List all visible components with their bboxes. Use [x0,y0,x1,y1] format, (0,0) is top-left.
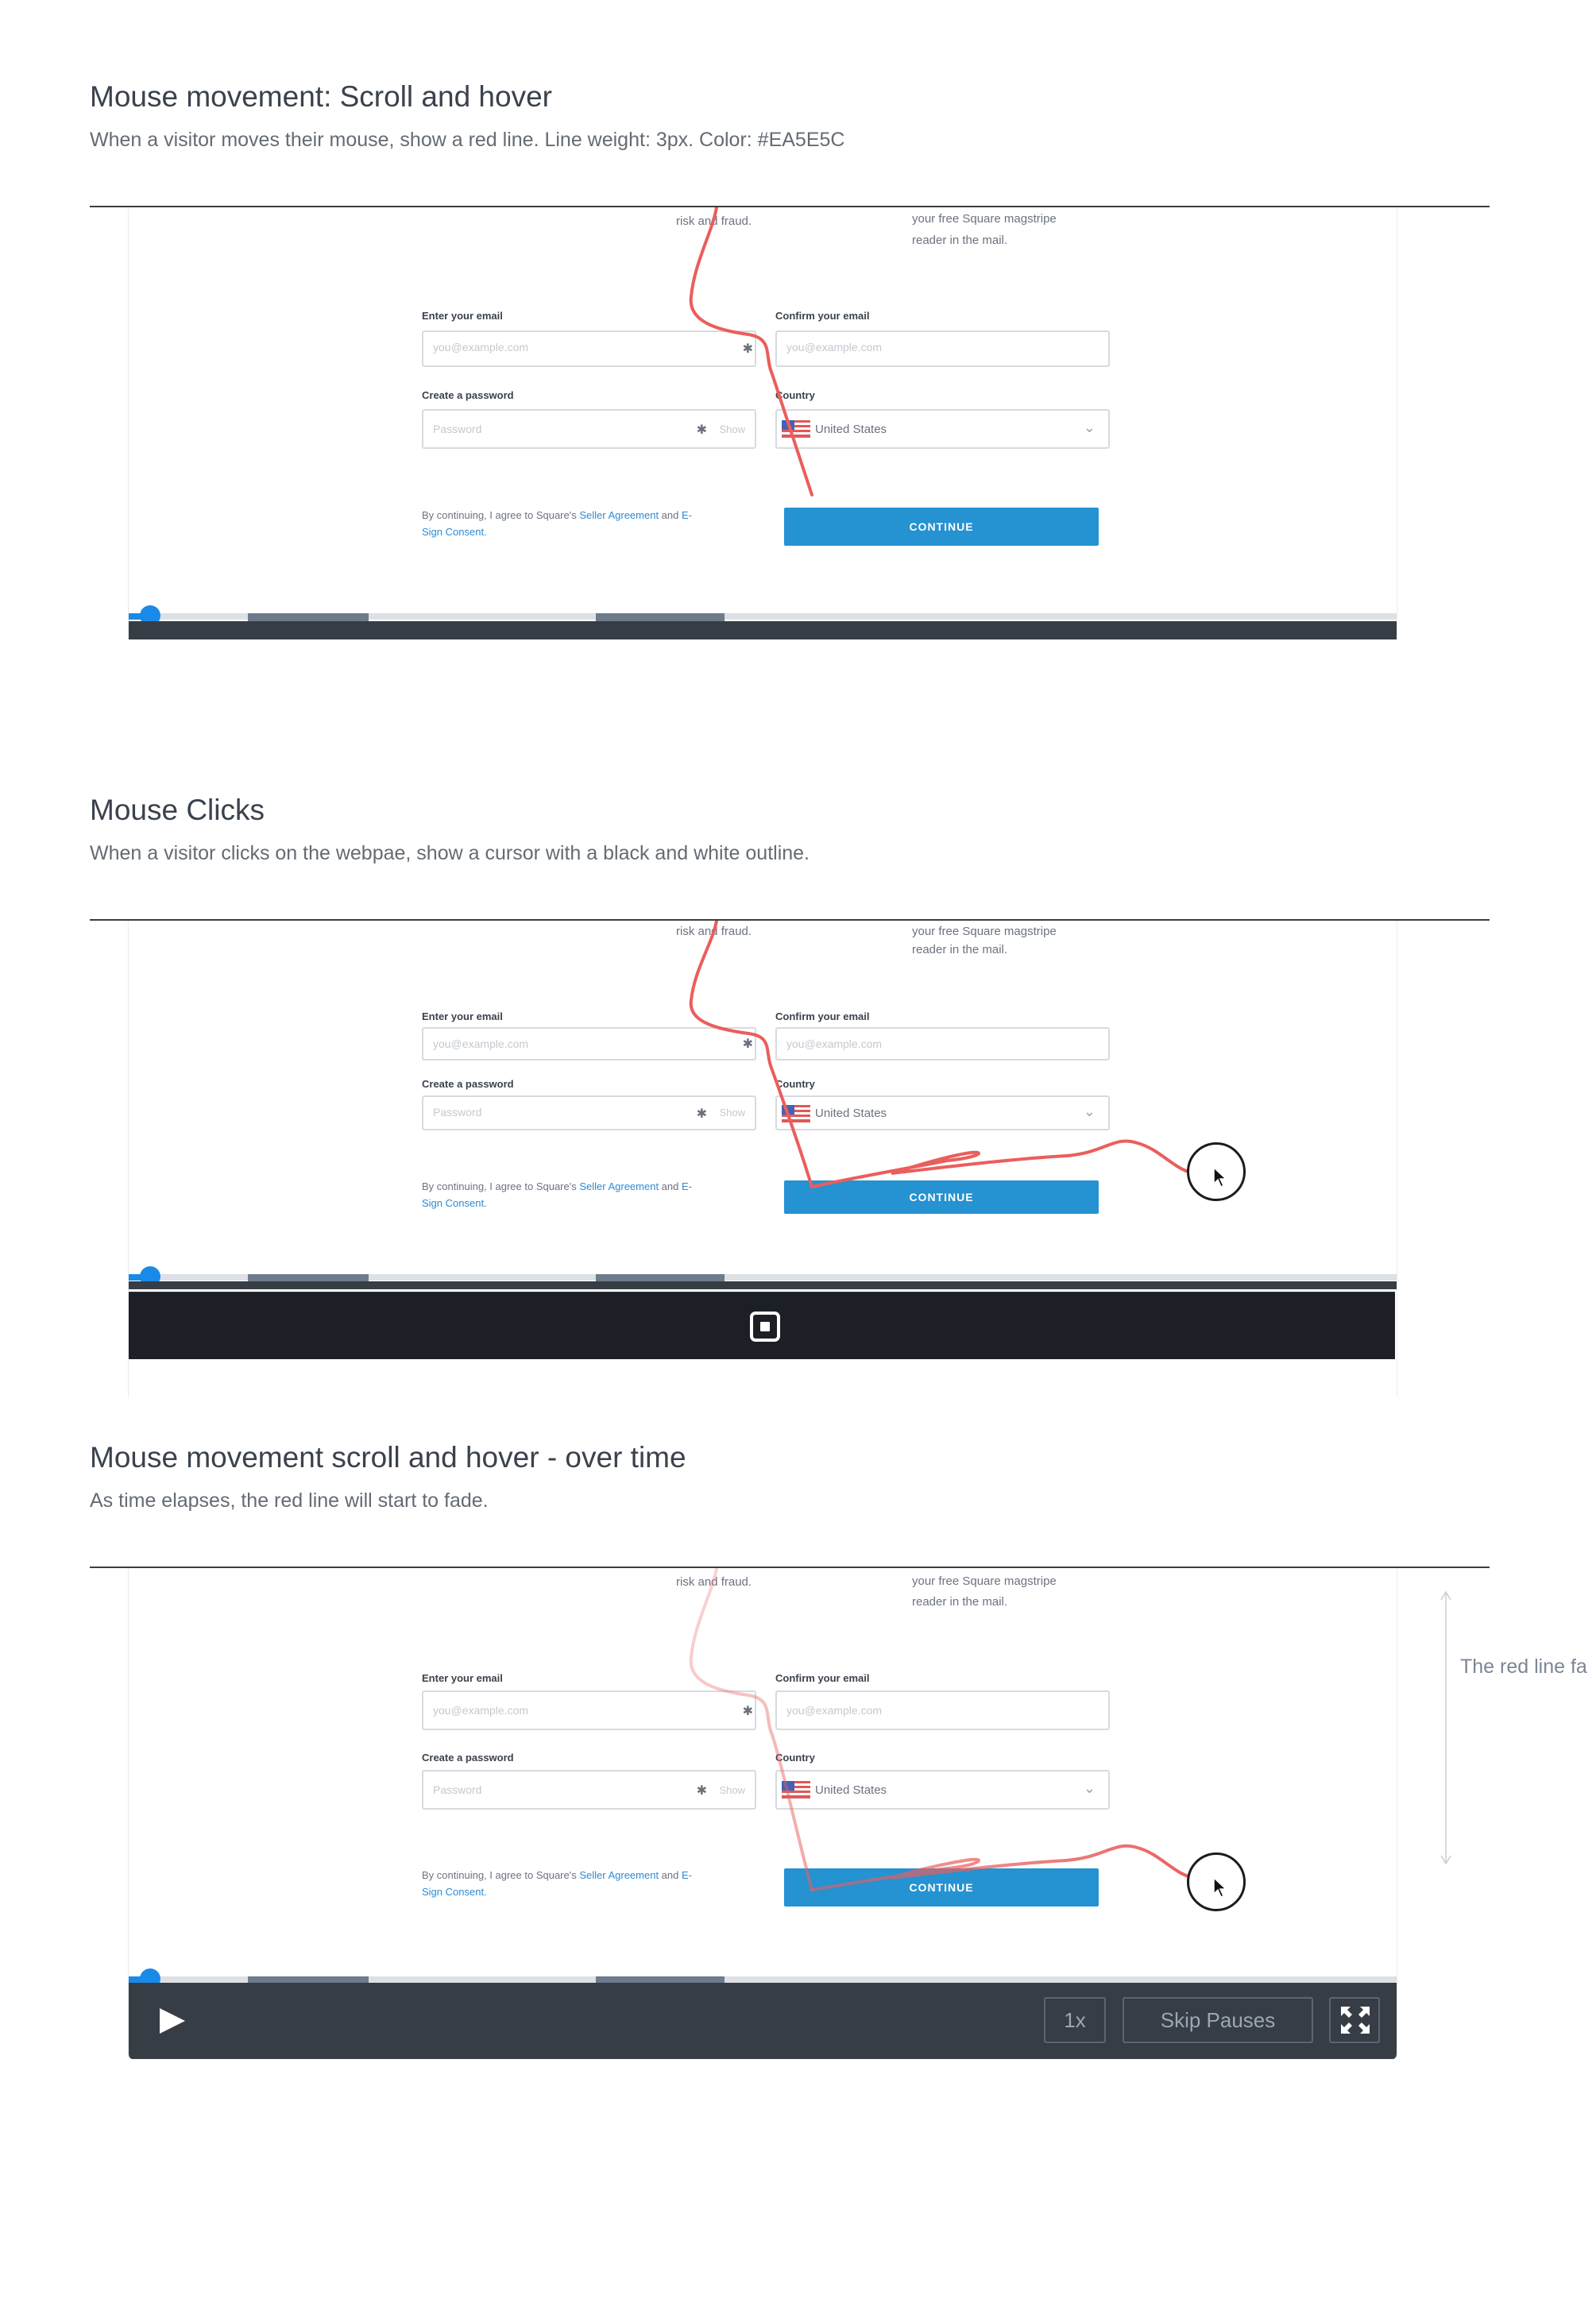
session-replay-frame [128,921,1397,1397]
timeline-bar[interactable] [129,1976,1397,1983]
confirm-email-placeholder: you@example.com [786,1704,883,1717]
us-flag-icon [782,420,810,438]
risk-text: risk and fraud. [676,925,752,938]
password-field[interactable] [422,1095,756,1130]
risk-text: risk and fraud. [676,214,752,228]
legal-prefix: By continuing, I agree to Square's [422,509,580,521]
legal-text [422,1867,771,1900]
activity-segment [248,613,369,621]
reader-text-line1: your free Square magstripe [912,1574,1057,1588]
player-controls [129,621,1397,639]
section-description: When a visitor clicks on the webpae, show a cursor with a black and white outline. [90,842,810,864]
email-label: Enter your email [422,310,503,322]
chevron-down-icon: ⌄ [1083,419,1096,435]
fullscreen-icon [1339,2005,1371,2035]
reader-text-line2: reader in the mail. [912,234,1008,247]
required-icon: ✱ [742,1705,753,1718]
reader-text-line1: your free Square magstripe [912,212,1057,226]
show-password-toggle[interactable]: Show [719,1107,745,1118]
email-placeholder: you@example.com [433,1704,529,1717]
risk-text: risk and fraud. [676,1575,752,1589]
square-logo-icon [750,1312,780,1342]
password-placeholder: Password [433,423,482,435]
mouse-trail [129,207,1397,639]
reader-text-line2: reader in the mail. [912,943,1008,956]
section-title: Mouse movement: Scroll and hover [90,80,552,113]
confirm-email-field[interactable] [775,1027,1110,1060]
legal-mid: and [659,1180,682,1192]
player-controls [129,1983,1397,2059]
asterisk-icon: ✱ [696,423,707,437]
password-field[interactable] [422,409,756,449]
country-label: Country [775,1752,815,1764]
required-icon: ✱ [742,342,753,356]
us-flag-icon [782,1105,810,1122]
confirm-email-placeholder: you@example.com [786,341,883,353]
email-field[interactable] [422,1027,756,1060]
country-value: United States [815,423,887,436]
fullscreen-button[interactable] [1329,1997,1380,2043]
email-placeholder: you@example.com [433,1037,529,1050]
cursor-icon [1213,1877,1227,1898]
email-label: Enter your email [422,1010,503,1022]
esign-link-part1[interactable]: E- [681,509,692,521]
activity-segment [596,613,725,621]
continue-button[interactable]: CONTINUE [784,1868,1099,1907]
section-title: Mouse Clicks [90,794,265,826]
country-select[interactable] [775,409,1110,449]
chevron-down-icon: ⌄ [1083,1103,1096,1119]
password-label: Create a password [422,1078,514,1090]
legal-mid: and [659,1869,682,1881]
click-indicator [1187,1852,1246,1911]
country-select[interactable] [775,1095,1110,1130]
legal-suffix: . [484,526,487,538]
player-controls [129,1281,1397,1289]
email-field[interactable] [422,1690,756,1730]
email-placeholder: you@example.com [433,341,529,353]
continue-button[interactable]: CONTINUE [784,508,1099,546]
reader-text-line2: reader in the mail. [912,1595,1008,1609]
legal-prefix: By continuing, I agree to Square's [422,1180,580,1192]
square-footer [129,1292,1395,1359]
seller-agreement-link[interactable]: Seller Agreement [579,509,659,521]
confirm-email-label: Confirm your email [775,310,870,322]
session-replay-frame [128,207,1397,639]
skip-pauses-button[interactable]: Skip Pauses [1123,1997,1313,2043]
show-password-toggle[interactable]: Show [719,1784,745,1796]
esign-link-part1[interactable]: E- [681,1869,692,1881]
password-label: Create a password [422,1752,514,1764]
confirm-email-field[interactable] [775,1690,1110,1730]
required-icon: ✱ [742,1037,753,1051]
cursor-icon [1213,1167,1227,1188]
seller-agreement-link[interactable]: Seller Agreement [579,1869,659,1881]
country-value: United States [815,1107,887,1120]
us-flag-icon [782,1781,810,1798]
country-label: Country [775,1078,815,1090]
legal-prefix: By continuing, I agree to Square's [422,1869,580,1881]
country-label: Country [775,389,815,401]
email-field[interactable] [422,330,756,367]
click-indicator [1187,1142,1246,1201]
confirm-email-label: Confirm your email [775,1672,870,1684]
esign-link-part1[interactable]: E- [681,1180,692,1192]
password-label: Create a password [422,389,514,401]
play-icon[interactable] [157,2007,187,2035]
fade-annotation: The red line fa [1460,1655,1587,1678]
esign-consent-link[interactable]: Sign Consent [422,1197,485,1209]
section-description: When a visitor moves their mouse, show a red line. Line weight: 3px. Color: #EA5E5C [90,129,845,151]
legal-text [422,1178,771,1211]
timeline-bar[interactable] [129,1274,1397,1281]
session-replay-frame [128,1568,1397,2059]
section-title: Mouse movement scroll and hover - over time [90,1441,686,1474]
country-select[interactable] [775,1770,1110,1810]
legal-suffix: . [484,1197,487,1209]
password-field[interactable] [422,1770,756,1810]
chevron-down-icon: ⌄ [1083,1780,1096,1796]
vertical-range-arrow [1439,1589,1452,1867]
asterisk-icon: ✱ [696,1107,707,1121]
playback-speed-button[interactable]: 1x [1044,1997,1106,2043]
legal-suffix: . [484,1886,487,1898]
legal-mid: and [659,509,682,521]
confirm-email-label: Confirm your email [775,1010,870,1022]
timeline-bar[interactable] [129,613,1397,620]
esign-consent-link[interactable]: Sign Consent [422,1886,485,1898]
show-password-toggle[interactable]: Show [719,423,745,435]
esign-consent-link[interactable]: Sign Consent [422,526,485,538]
section-description: As time elapses, the red line will start to fade. [90,1489,489,1512]
continue-button[interactable]: CONTINUE [784,1180,1099,1214]
asterisk-icon: ✱ [696,1784,707,1798]
seller-agreement-link[interactable]: Seller Agreement [579,1180,659,1192]
email-label: Enter your email [422,1672,503,1684]
reader-text-line1: your free Square magstripe [912,925,1057,938]
confirm-email-field[interactable] [775,330,1110,367]
password-placeholder: Password [433,1783,482,1796]
confirm-email-placeholder: you@example.com [786,1037,883,1050]
password-placeholder: Password [433,1106,482,1118]
legal-text [422,507,771,540]
country-value: United States [815,1783,887,1797]
